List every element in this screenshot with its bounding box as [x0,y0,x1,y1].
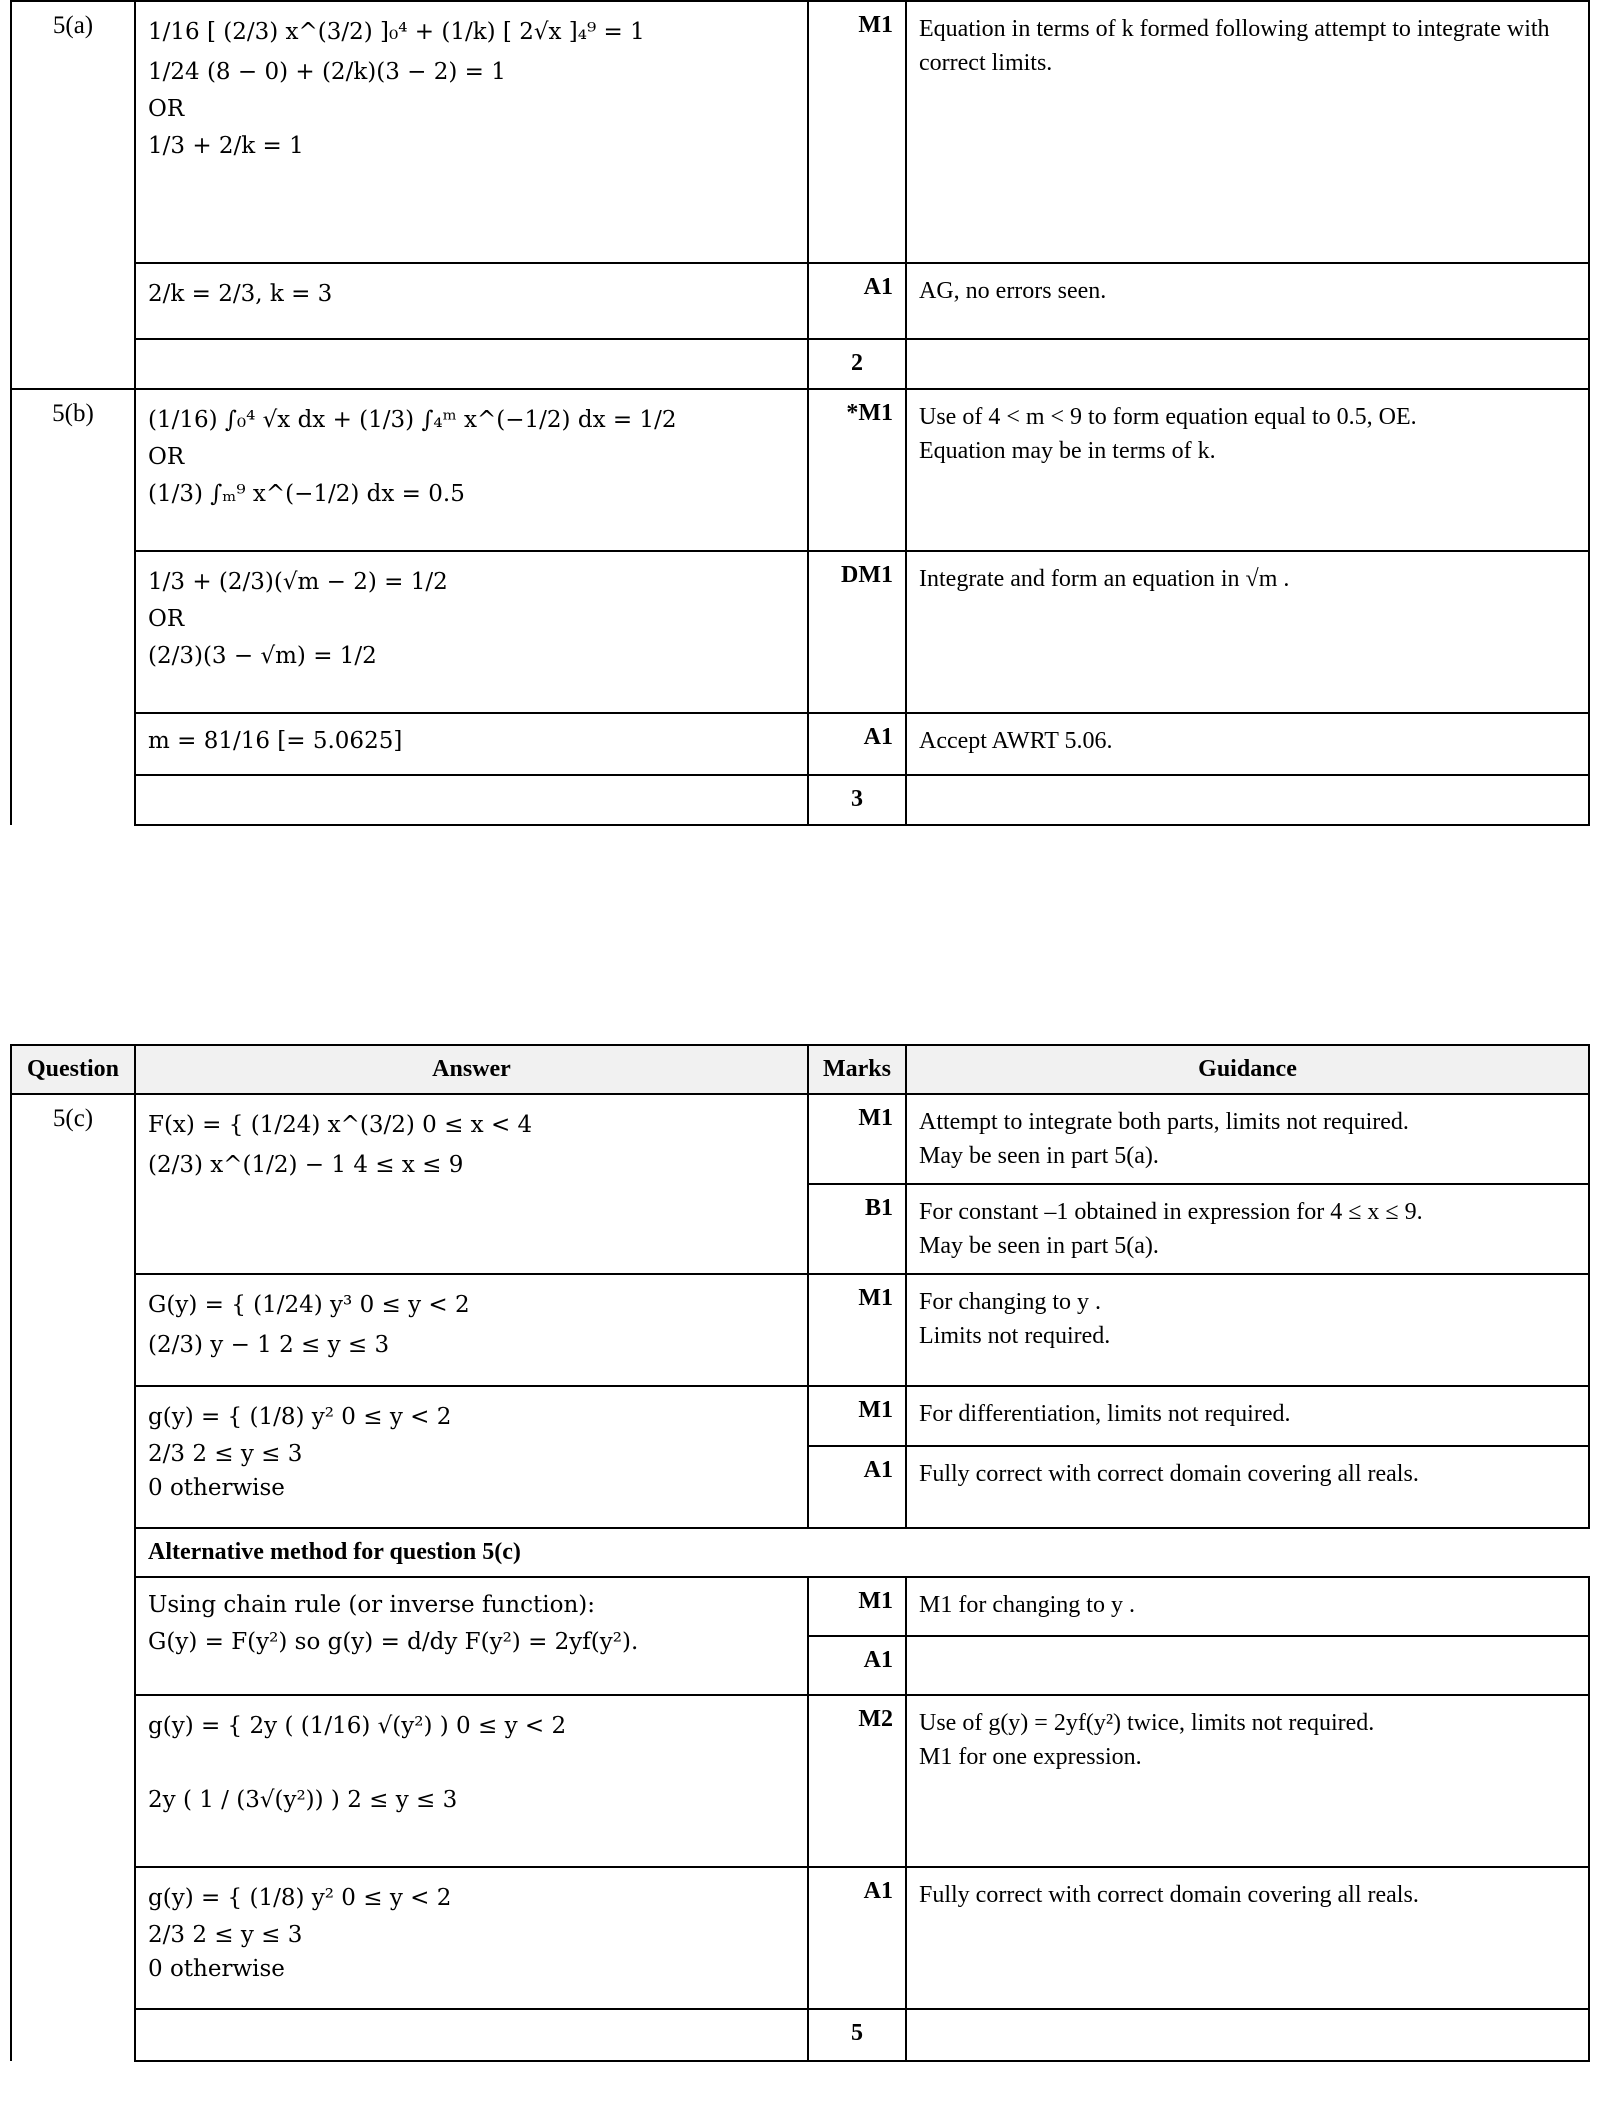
guidance-cell [906,1577,1589,1636]
guidance-cell [906,551,1589,713]
guidance-line: Use of 4 < m < 9 to form equation equal to 0.5, OE. [919,404,1417,430]
guidance-line: Limits not required. [919,1323,1111,1349]
mark-scheme-table-5c [10,1044,1590,2062]
mark-code: M2 [808,1695,906,1867]
answer-cell [135,713,808,775]
answer-cell [135,1386,808,1528]
mark-code: B1 [808,1184,906,1274]
guidance-line: AG, no errors seen. [919,278,1107,304]
table-header-row [11,1045,1589,1094]
answer-line: (1/16) ∫₀⁴ √x dx + (1/3) ∫₄ᵐ x^(−1/2) dx = 1/2 [148,407,677,433]
header-guidance: Guidance [906,1045,1589,1094]
guidance-line: May be seen in part 5(a). [919,1233,1159,1259]
answer-line: 0 otherwise [148,1475,285,1501]
mark-code: *M1 [808,389,906,551]
answer-line: Using chain rule (or inverse function): [148,1592,595,1618]
guidance-line: correct limits. [919,50,1053,76]
mark-code: A1 [808,1636,906,1695]
guidance-cell [906,389,1589,551]
guidance-line [919,1647,1576,1681]
answer-cell [135,1,808,263]
guidance-line: For differentiation, limits not required. [919,1401,1291,1427]
guidance-cell [906,713,1589,775]
question-number: 5(a) [11,1,135,389]
answer-line: (2/3) x^(1/2) − 1 4 ≤ x ≤ 9 [148,1152,464,1178]
guidance-line: Equation in terms of k formed following attempt to integrate with [919,16,1550,42]
answer-line: 1/3 + 2/k = 1 [148,133,304,159]
guidance-line: Fully correct with correct domain covering all reals. [919,1882,1419,1908]
mark-code: M1 [808,1,906,263]
table-row [11,775,1589,825]
header-answer: Answer [135,1045,808,1094]
page-gap [10,826,1590,1044]
guidance-line: M1 for one expression. [919,1744,1142,1770]
header-question: Question [11,1045,135,1094]
guidance-line: May be seen in part 5(a). [919,1143,1159,1169]
mark-code: M1 [808,1274,906,1386]
guidance-cell [906,1,1589,263]
mark-code: A1 [808,263,906,339]
guidance-cell [906,339,1589,389]
answer-line: (2/3)(3 − √m) = 1/2 [148,643,377,669]
guidance-cell [906,775,1589,825]
mark-code: M1 [808,1577,906,1636]
mark-code: A1 [808,713,906,775]
guidance-cell [906,263,1589,339]
guidance-line: Accept AWRT 5.06. [919,728,1113,754]
guidance-line: Use of g(y) = 2yf(y²) twice, limits not required. [919,1710,1375,1736]
answer-line: (2/3) y − 1 2 ≤ y ≤ 3 [148,1332,390,1358]
answer-line: g(y) = { 2y ( (1/16) √(y²) ) 0 ≤ y < 2 [148,1713,567,1739]
answer-line [148,1746,795,1780]
mark-code: M1 [808,1094,906,1184]
table-row [11,1577,1589,1636]
mark-scheme-page [10,0,1590,2062]
question-number: 5(b) [11,389,135,825]
answer-cell [135,775,808,825]
answer-line: g(y) = { (1/8) y² 0 ≤ y < 2 [148,1404,452,1430]
answer-line: 0 otherwise [148,1956,285,1982]
table-row [11,1867,1589,2009]
guidance-cell [906,1184,1589,1274]
answer-cell [135,551,808,713]
mark-total: 5 [808,2009,906,2061]
guidance-cell [906,1867,1589,2009]
table-row [11,389,1589,551]
guidance-line: For changing to y . [919,1289,1101,1315]
answer-line: OR [148,606,185,632]
answer-line: 2/3 2 ≤ y ≤ 3 [148,1441,303,1467]
mark-code: A1 [808,1446,906,1528]
mark-code: M1 [808,1386,906,1446]
answer-line: G(y) = F(y²) so g(y) = d/dy F(y²) = 2yf(y²). [148,1629,639,1655]
guidance-cell [906,1274,1589,1386]
question-number: 5(c) [11,1094,135,2061]
answer-line: 1/3 + (2/3)(√m − 2) = 1/2 [148,569,448,595]
table-row [11,1274,1589,1386]
answer-cell [135,339,808,389]
guidance-line: Attempt to integrate both parts, limits not required. [919,1109,1409,1135]
guidance-line: For constant –1 obtained in expression for 4 ≤ x ≤ 9. [919,1199,1423,1225]
table-row [11,1528,1589,1577]
mark-code: A1 [808,1867,906,2009]
alternative-method-heading: Alternative method for question 5(c) [135,1528,1589,1577]
answer-line: g(y) = { (1/8) y² 0 ≤ y < 2 [148,1885,452,1911]
guidance-line: M1 for changing to y . [919,1592,1135,1618]
guidance-cell [906,1446,1589,1528]
answer-cell [135,1867,808,2009]
answer-line: OR [148,96,185,122]
guidance-line: Integrate and form an equation in √m . [919,566,1290,592]
answer-line: m = 81/16 [= 5.0625] [148,728,403,754]
guidance-cell [906,1386,1589,1446]
guidance-line: Equation may be in terms of k. [919,438,1216,464]
table-row [11,1695,1589,1867]
guidance-cell [906,2009,1589,2061]
table-row [11,1094,1589,1184]
mark-scheme-table-5ab [10,0,1590,826]
answer-cell [135,1577,808,1695]
answer-line: G(y) = { (1/24) y³ 0 ≤ y < 2 [148,1292,470,1318]
answer-line: F(x) = { (1/24) x^(3/2) 0 ≤ x < 4 [148,1112,533,1138]
table-row [11,2009,1589,2061]
mark-total: 3 [808,775,906,825]
table-row [11,551,1589,713]
mark-code: DM1 [808,551,906,713]
answer-line: OR [148,444,185,470]
header-marks: Marks [808,1045,906,1094]
answer-cell [135,1274,808,1386]
guidance-cell [906,1695,1589,1867]
answer-line: 1/24 (8 − 0) + (2/k)(3 − 2) = 1 [148,59,506,85]
guidance-cell [906,1094,1589,1184]
answer-line: 2/3 2 ≤ y ≤ 3 [148,1922,303,1948]
answer-line: 2/k = 2/3, k = 3 [148,281,333,307]
answer-cell [135,1695,808,1867]
table-row [11,1386,1589,1446]
guidance-cell [906,1636,1589,1695]
answer-cell [135,389,808,551]
table-row [11,1,1589,263]
mark-total: 2 [808,339,906,389]
answer-cell [135,263,808,339]
guidance-line: Fully correct with correct domain covering all reals. [919,1461,1419,1487]
answer-cell [135,2009,808,2061]
answer-line: 1/16 [ (2/3) x^(3/2) ]₀⁴ + (1/k) [ 2√x ]₄⁹ = 1 [148,19,645,45]
table-row [11,263,1589,339]
answer-cell [135,1094,808,1274]
answer-line: (1/3) ∫ₘ⁹ x^(−1/2) dx = 0.5 [148,481,465,507]
answer-line: 2y ( 1 / (3√(y²)) ) 2 ≤ y ≤ 3 [148,1787,458,1813]
table-row [11,339,1589,389]
table-row [11,713,1589,775]
